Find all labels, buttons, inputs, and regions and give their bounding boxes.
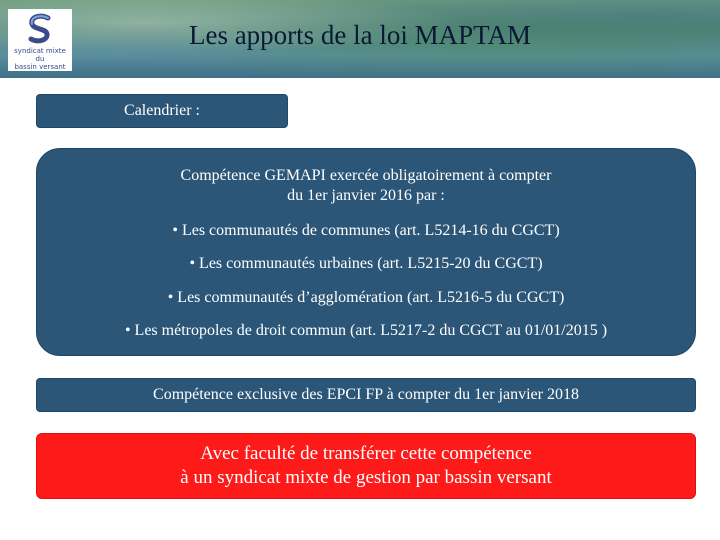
slide-title: Les apports de la loi MAPTAM bbox=[188, 20, 532, 50]
faculty-line-2: à un syndicat mixte de gestion par bassin versant bbox=[180, 467, 552, 488]
logo-line-1: syndicat mixte du bbox=[14, 47, 66, 63]
gemapi-box bbox=[36, 148, 696, 356]
gemapi-item-communes: • Les communautés de communes (art. L5214-16 du CGCT) bbox=[172, 222, 560, 239]
logo-line-2: bassin versant bbox=[14, 63, 66, 71]
gemapi-item-urbaines: • Les communautés urbaines (art. L5215-20 du CGCT) bbox=[189, 255, 543, 272]
exclusive-competence-box: Compétence exclusive des EPCI FP à compter du 1er janvier 2018 bbox=[36, 378, 696, 412]
transfer-faculty-box bbox=[36, 433, 696, 499]
gemapi-item-metropoles: • Les métropoles de droit commun (art. L5217-2 du CGCT au 01/01/2015 ) bbox=[124, 322, 608, 339]
gemapi-intro-line-1: Compétence GEMAPI exercée obligatoirement à compter bbox=[180, 167, 552, 184]
gemapi-intro bbox=[37, 166, 695, 206]
gemapi-intro-line-2: du 1er janvier 2016 par : bbox=[287, 187, 445, 204]
calendar-box: Calendrier : bbox=[36, 94, 288, 128]
gemapi-item-agglomeration: • Les communautés d’agglomération (art. L5216-5 du CGCT) bbox=[167, 289, 565, 306]
faculty-line-1: Avec faculté de transférer cette compétence bbox=[200, 443, 532, 464]
slide-header bbox=[0, 0, 720, 78]
